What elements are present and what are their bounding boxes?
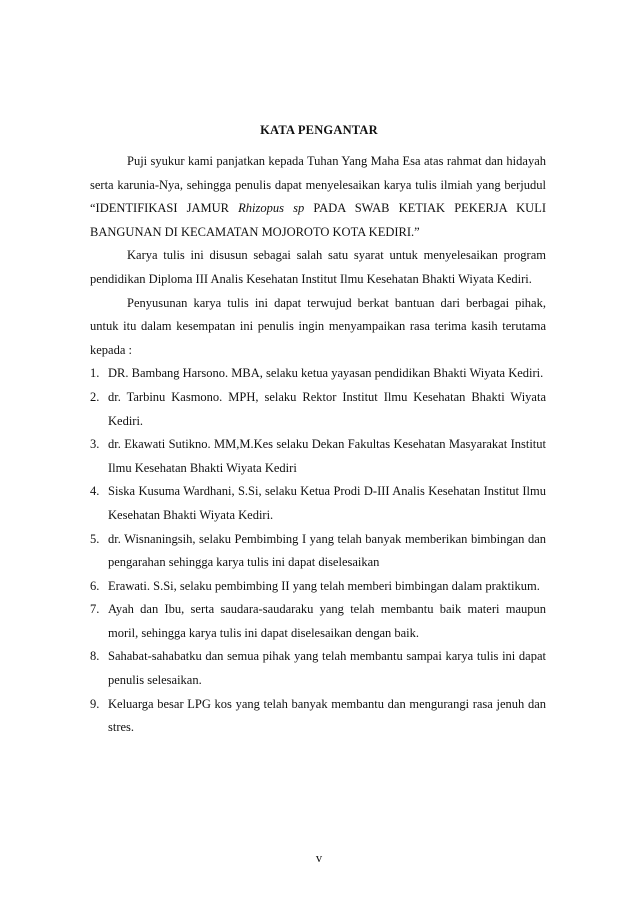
list-item-text: Keluarga besar LPG kos yang telah banyak membantu dan mengurangi rasa jenuh dan stres. [108,696,546,735]
list-item-text: dr. Ekawati Sutikno. MM,M.Kes selaku Dekan Fakultas Kesehatan Masyarakat Institut Ilmu Kesehatan Bhakti Wiyata Kediri [108,437,546,475]
list-item-text: Siska Kusuma Wardhani, S.Si, selaku Ketua Prodi D-III Analis Kesehatan Institut Ilmu Kesehatan Bhakti Wiyata Kediri. [108,484,546,522]
list-item-text: DR. Bambang Harsono. MBA, selaku ketua yayasan pendidikan Bhakti Wiyata Kediri. [108,366,544,381]
list-item-text: dr. Wisnaningsih, selaku Pembimbing I yang telah banyak memberikan bimbingan dan pengarahan sehingga karya tulis ini dapat diselesaikan [108,531,546,570]
list-item [90,693,546,740]
document-body [90,150,546,740]
list-item-number: 9. [90,696,100,711]
species-name: Rhizopus sp [238,201,305,216]
list-item-number: 2. [90,389,100,404]
list-item-number: 5. [90,531,100,546]
list-item-text: Erawati. S.Si, selaku pembimbing II yang telah memberi bimbingan dalam praktikum. [108,578,540,593]
list-item-number: 7. [90,602,100,617]
list-item [90,645,546,692]
paragraph-thanks-text: Penyusunan karya tulis ini dapat terwujud berkat bantuan dari berbagai pihak, untuk itu dalam kesempatan ini penulis ingin menyampaikan rasa terima kasih terutama kepada : [90,295,546,357]
list-item [90,433,546,480]
paragraph-intro [90,150,546,244]
paragraph-purpose-text: Karya tulis ini disusun sebagai salah satu syarat untuk menyelesaikan program pendidikan Diploma III Analis Kesehatan Institut Ilmu Kesehatan Bhakti Wiyata Kediri. [90,248,546,286]
list-item [90,598,546,645]
list-item-number: 8. [90,649,100,664]
list-item-number: 1. [90,366,100,381]
paragraph-purpose [90,244,546,291]
list-item [90,575,546,599]
page-title: KATA PENGANTAR [260,123,378,137]
list-item-text: Sahabat-sahabatku dan semua pihak yang telah membantu sampai karya tulis ini dapat penulis selesaikan. [108,649,546,688]
paragraph-intro-text-b: PADA SWAB KETIAK PEKERJA KULI BANGUNAN DI KECAMATAN MOJOROTO KOTA KEDIRI.” [90,201,546,239]
list-item [90,480,546,527]
acknowledgement-list [90,362,546,740]
list-item-number: 6. [90,578,100,593]
paragraph-intro-text-a: Puji syukur kami panjatkan kepada Tuhan Yang Maha Esa atas rahmat dan hidayah serta karunia-Nya, sehingga penulis dapat menyelesaikan karya tulis ilmiah yang berjudul “IDENTIFIKASI JAMUR [90,154,546,216]
list-item-text: dr. Tarbinu Kasmono. MPH, selaku Rektor Institut Ilmu Kesehatan Bhakti Wiyata Kediri. [108,389,546,428]
page-number: v [315,851,323,865]
list-item [90,528,546,575]
paragraph-thanks [90,292,546,363]
list-item-number: 3. [90,437,100,452]
list-item-number: 4. [90,484,100,499]
list-item-text: Ayah dan Ibu, serta saudara-saudaraku yang telah membantu baik materi maupun moril, sehingga karya tulis ini dapat diselesaikan dengan baik. [108,602,546,640]
list-item [90,362,546,386]
list-item [90,386,546,433]
